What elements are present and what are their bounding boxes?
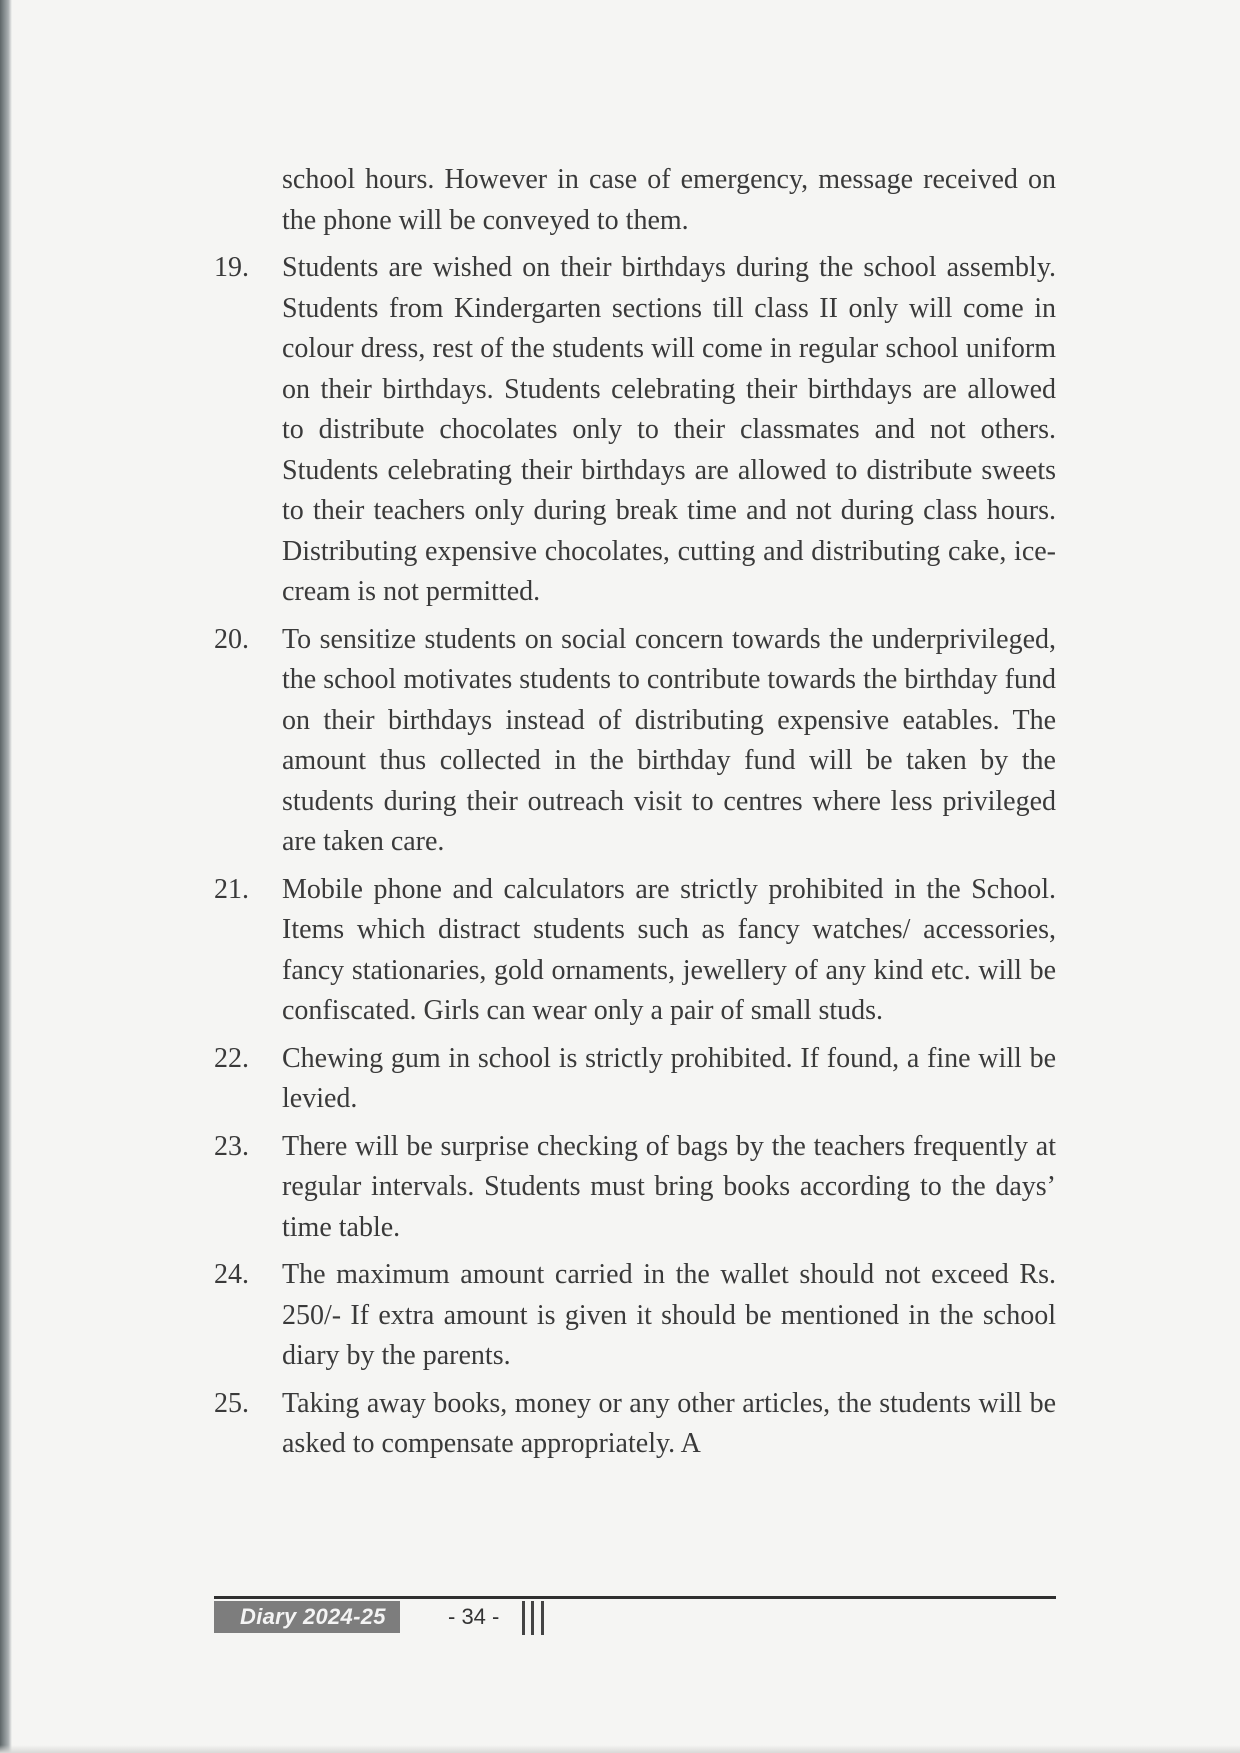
- item-number: 25.: [214, 1387, 249, 1419]
- item-number: 23.: [214, 1130, 249, 1162]
- page-content: [214, 160, 1056, 1465]
- page-footer: [214, 1596, 1056, 1636]
- continued-paragraph: school hours. However in case of emergency, message received on the phone will be conveyed to them.: [282, 164, 1056, 236]
- diary-label: Diary 2024-25: [214, 1601, 400, 1633]
- list-item-24: [214, 1255, 1056, 1377]
- item-text: To sensitize students on social concern towards the underprivileged, the school motivates students to contribute towards the birthday fund on their birthdays instead of distributing expensive eatables. The amount thus collected in the birthday fund will be taken by the students during their outreach visit to centres where less privileged are taken care.: [282, 623, 1056, 857]
- list-item-20: [214, 620, 1056, 863]
- list-item-22: [214, 1039, 1056, 1120]
- item-text: Taking away books, money or any other articles, the students will be asked to compensate appropriately. A: [282, 1387, 1056, 1459]
- item-text: Students are wished on their birthdays during the school assembly. Students from Kindergarten sections till class II only will come in colour dress, rest of the students will come in regular school uniform on their birthdays. Students celebrating their birthdays are allowed to distribute chocolates only to their classmates and not others. Students celebrating their birthdays are allowed to distribute sweets to their teachers only during break time and not during class hours. Distributing expensive chocolates, cutting and distributing cake, ice-cream is not permitted.: [282, 252, 1056, 607]
- page-number: - 34 -: [436, 1602, 509, 1632]
- footer-rule: [214, 1596, 1056, 1599]
- list-item-23: [214, 1127, 1056, 1249]
- item-text: There will be surprise checking of bags by the teachers frequently at regular intervals. Students must bring books according to the days’ time table.: [282, 1130, 1056, 1243]
- page-scan-edge: [0, 0, 12, 1753]
- item-number: 20.: [214, 623, 249, 655]
- list-item-25: [214, 1384, 1056, 1465]
- item-number: 22.: [214, 1042, 249, 1074]
- item-number: 19.: [214, 252, 249, 283]
- item-number: 21.: [214, 873, 249, 905]
- item-number: 24.: [214, 1259, 249, 1290]
- list-item-19: [214, 248, 1056, 613]
- item-text: The maximum amount carried in the wallet should not exceed Rs. 250/- If extra amount is given it should be mentioned in the school diary by the parents.: [282, 1259, 1056, 1371]
- page-bottom-edge: [0, 1745, 1240, 1753]
- item-text: Mobile phone and calculators are strictly prohibited in the School. Items which distract students such as fancy watches/ accessories, fancy stationaries, gold ornaments, jewellery of any kind etc. will be confiscated. Girls can wear only a pair of small studs.: [282, 873, 1056, 1026]
- footer-bars-icon: [522, 1601, 544, 1635]
- list-item-21: [214, 870, 1056, 1032]
- item-text: Chewing gum in school is strictly prohibited. If found, a fine will be levied.: [282, 1042, 1056, 1114]
